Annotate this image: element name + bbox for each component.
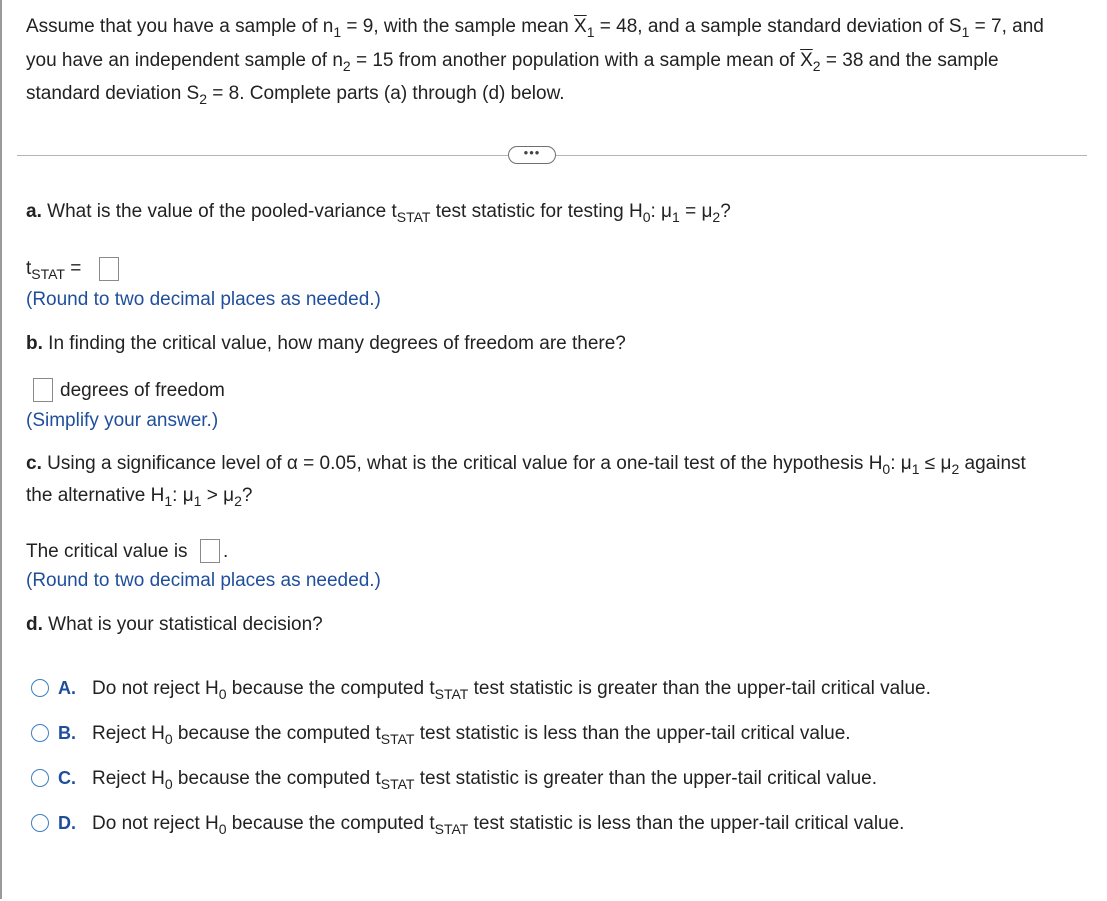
critical-value-label: The critical value is [26, 541, 188, 562]
option-d-letter: D. [58, 813, 76, 833]
degrees-of-freedom-input[interactable] [33, 378, 53, 402]
option-a-radio[interactable] [31, 679, 49, 697]
option-a-text[interactable]: Do not reject $H_0$ because the computed $t_{STAT}$ test statistic is greater than the upper-tail critical value. [92, 678, 931, 702]
part-d-question: d. What is your statistical decision? [26, 614, 323, 635]
option-a-letter: A. [58, 678, 76, 698]
tstat-answer-input[interactable] [99, 257, 119, 281]
part-b-hint: (Simplify your answer.) [26, 410, 219, 431]
more-options-button[interactable]: ••• [508, 146, 556, 164]
part-a-hint: (Round to two decimal places as needed.) [26, 289, 381, 310]
critical-value-input[interactable] [200, 539, 220, 563]
option-d-radio[interactable] [31, 814, 49, 832]
option-b-radio[interactable] [31, 724, 49, 742]
part-c-question-line-2: the alternative $H_1$: $\mu_1 > \mu_2$? [26, 485, 253, 509]
option-c-text[interactable]: Reject $H_0$ because the computed $t_{STAT}$ test statistic is greater than the upper-tail critical value. [92, 768, 877, 792]
option-c-letter: C. [58, 768, 76, 788]
part-b-question: b. In finding the critical value, how many degrees of freedom are there? [26, 333, 626, 354]
option-c-radio[interactable] [31, 769, 49, 787]
intro-line-3: standard deviation $S_2 = 8$. Complete parts (a) through (d) below. [26, 83, 565, 107]
intro-line-1: Assume that you have a sample of $n_1 = 9$, with the sample mean $\overline{X}_1 = 48$, and a sample standard deviation of $S_1 = 7$, and [26, 16, 1044, 40]
tstat-label: $t_{STAT}$ = [26, 258, 82, 282]
critical-value-period: . [223, 541, 229, 562]
part-c-hint: (Round to two decimal places as needed.) [26, 570, 381, 591]
option-d-text[interactable]: Do not reject $H_0$ because the computed $t_{STAT}$ test statistic is less than the upper-tail critical value. [92, 813, 905, 837]
option-b-text[interactable]: Reject $H_0$ because the computed $t_{STAT}$ test statistic is less than the upper-tail critical value. [92, 723, 851, 747]
option-b-letter: B. [58, 723, 76, 743]
degrees-of-freedom-label: degrees of freedom [60, 380, 225, 401]
part-a-question: a. What is the value of the pooled-variance $t_{STAT}$ test statistic for testing $H_0$: $\mu_1 = \mu_2$? [26, 201, 731, 225]
part-c-question-line-1: c. Using a significance level of α = 0.05, what is the critical value for a one-tail test of the hypothesis $H_0$: $\mu_1 \le \mu_2$ against [26, 453, 1026, 477]
intro-line-2: you have an independent sample of $n_2 = 15$ from another population with a sample mean of $\overline{X}_2 = 38$ and the sample [26, 50, 999, 74]
